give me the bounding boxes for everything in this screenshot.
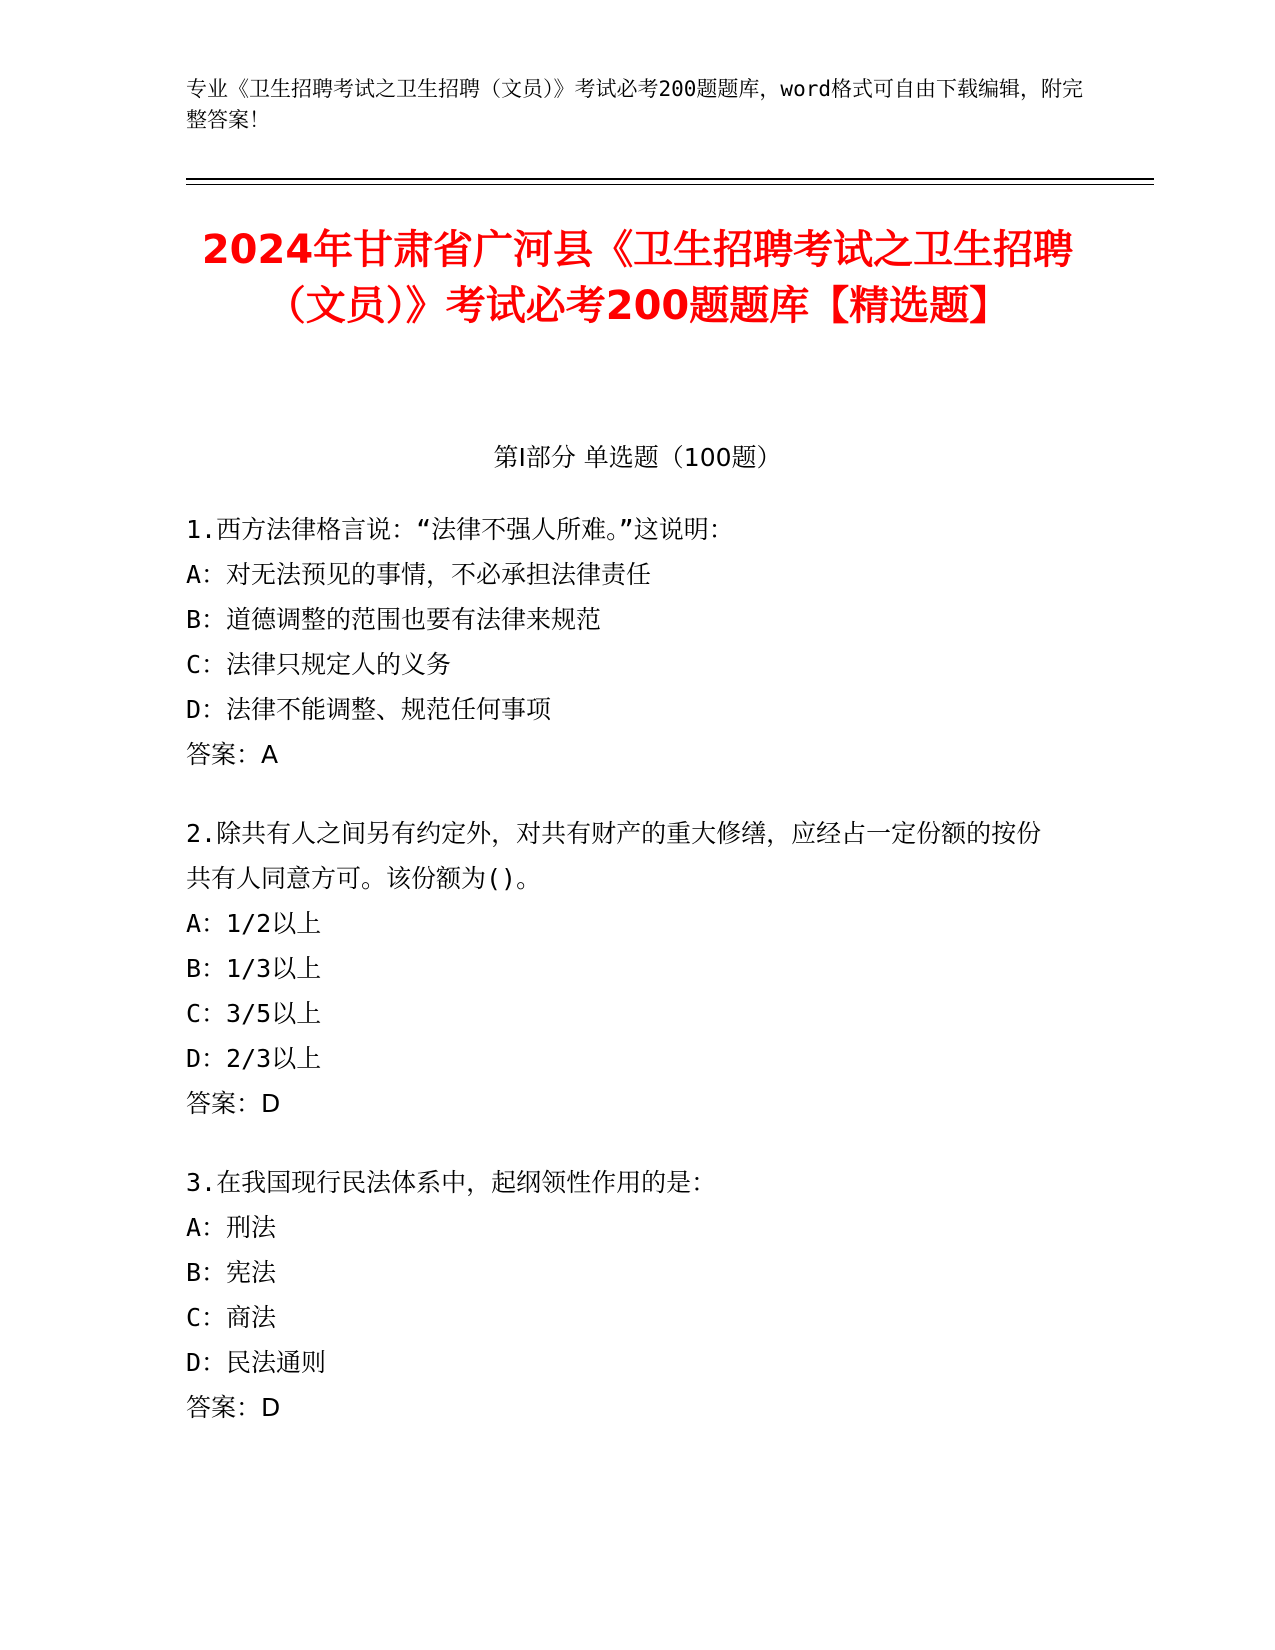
question-3	[186, 1160, 1066, 1430]
answer: 答案：D	[186, 1089, 281, 1118]
answer: 答案：D	[186, 1393, 281, 1422]
answer: 答案：A	[186, 740, 279, 769]
option-b: B：道德调整的范围也要有法律来规范	[186, 605, 602, 634]
option-c: C：法律只规定人的义务	[186, 650, 452, 679]
option-a: A：对无法预见的事情，不必承担法律责任	[186, 560, 652, 589]
question-1	[186, 507, 1066, 777]
option-d: D：法律不能调整、规范任何事项	[186, 695, 552, 724]
option-a: A：1/2以上	[186, 909, 322, 938]
option-a: A：刑法	[186, 1213, 277, 1242]
header-note: 专业《卫生招聘考试之卫生招聘（文员）》考试必考200题题库，word格式可自由下载编辑，附完整答案！	[186, 77, 1083, 132]
question-stem: 1.西方法律格言说：“法律不强人所难。”这说明：	[186, 515, 734, 544]
option-d: D：民法通则	[186, 1348, 327, 1377]
document-title: 2024年甘肃省广河县《卫生招聘考试之卫生招聘（文员）》考试必考200题题库【精选题】	[201, 227, 1074, 329]
option-b: B：1/3以上	[186, 954, 322, 983]
header-divider-thin	[186, 184, 1154, 185]
question-stem: 2.除共有人之间另有约定外，对共有财产的重大修缮，应经占一定份额的按份共有人同意方可。该份额为()。	[186, 819, 1042, 893]
option-d: D：2/3以上	[186, 1044, 322, 1073]
section-title: 第Ⅰ部分 单选题（100题）	[493, 443, 782, 472]
option-c: C：商法	[186, 1303, 277, 1332]
question-2	[186, 811, 1066, 1126]
option-b: B：宪法	[186, 1258, 277, 1287]
question-stem: 3.在我国现行民法体系中，起纲领性作用的是：	[186, 1168, 717, 1197]
option-c: C：3/5以上	[186, 999, 322, 1028]
header-divider-thick	[186, 178, 1154, 180]
